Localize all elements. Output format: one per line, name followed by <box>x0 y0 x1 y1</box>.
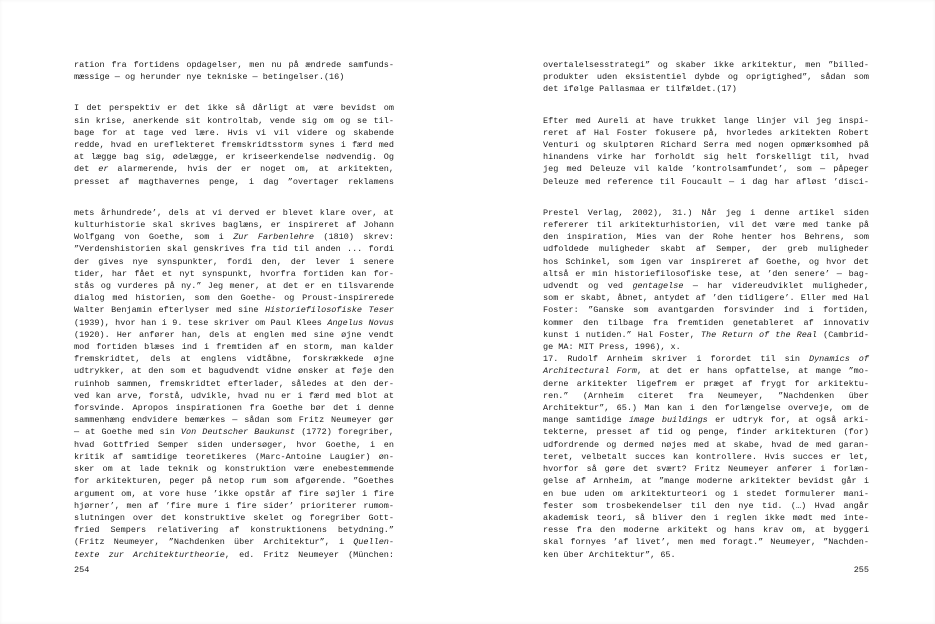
paragraph <box>543 207 869 561</box>
page-number-left: 254 <box>74 565 90 575</box>
text-line: tider, har fået et nyt synspunkt, hvorfra fortiden kan for- <box>74 268 394 279</box>
text-line: slutningen over det konstruktive skelet og foregriber Gott- <box>74 512 394 523</box>
text-line: presset af magthavernes penge, i dag ”overtager reklamens <box>74 176 394 187</box>
text-line: tekterne, presset af tid og penge, finder arkitekturen (for) <box>543 427 869 438</box>
italic-text: er <box>98 164 109 175</box>
text-line: hos Schinkel, som igen var inspireret af Goethe, og hvor det <box>543 256 869 267</box>
text-line: som er skabt, åbnet, antydet af ’den tidligere’. Eller med Hal <box>543 293 869 304</box>
text-line: argument om, at vore huse ’ikke opstår af fire søjler i fire <box>74 488 394 499</box>
page-number-right: 255 <box>853 565 869 575</box>
page-left-text-column <box>74 59 394 561</box>
text-line: ved kan arve, forstå, udvikle, hvad nu er i færd med blot at <box>74 390 394 401</box>
italic-text: Angelus Novus <box>327 317 394 328</box>
paragraph <box>543 59 869 96</box>
page-right-text-column <box>543 59 869 561</box>
text-line: I det perspektiv er det ikke så dårligt at være bevidst om <box>74 103 394 114</box>
text-line: mæssige — og herunder nye tekniske — betingelser.(16) <box>74 72 345 83</box>
paragraph <box>74 102 394 187</box>
text-line: mange samtidige image buildings er udtryk for, at også arki- <box>543 415 869 426</box>
text-line: gelse af Arnheim, at ”mange moderne arkitekter bevidst går i <box>543 476 869 487</box>
text-line: hvad Gottfried Semper siden undersøger, hvor Goethe, i en <box>74 439 394 450</box>
text-line: kulturhistorie skal skrives baglæns, er inspireret af Johann <box>74 220 394 231</box>
text-line: altså er min historiefilosofiske tese, at ’den senere’ — bag- <box>543 268 869 279</box>
text-line: jeg med Deleuze vil kalde ’kontrolsamfundet’, som — påpeger <box>543 164 869 175</box>
text-line: en bue uden om arkitekturteori og i stedet formulerer mani- <box>543 488 869 499</box>
text-line: fester som trosbekendelser til den nye tid. (…) Hvad angår <box>543 500 869 511</box>
text-line: texte zur Architekturtheorie, ed. Fritz Neumeyer (München: <box>74 549 394 560</box>
text-line: kritik af samtidige teoretikeres (Marc-Antoine Laugier) øn- <box>74 451 394 462</box>
text-line: sammenhæng endvidere bemærkes — sådan som Fritz Neumeyer gør <box>74 415 394 426</box>
italic-text: texte zur Architekturtheorie <box>74 549 225 560</box>
text-line: kunst i nutiden.” Hal Foster, The Return of the Real (Cambrid- <box>543 329 870 340</box>
text-line: Wolfgang von Goethe, som i Zur Farbenlehre (1810) skrev: <box>74 232 394 243</box>
text-line: Efter med Aureli at have trukket lange linjer vil jeg inspi- <box>543 115 869 126</box>
text-line: (Fritz Neumeyer, ”Nachdenken über Architektur”, i Quellen- <box>74 537 394 548</box>
text-line: mets århundrede’, dels at vi derved er blevet klare over, at <box>74 207 394 218</box>
italic-text: The Return of the Real <box>700 329 818 340</box>
text-line: ken über Architektur”, 65. <box>543 549 676 560</box>
text-line: akademisk teori, så bliver den i reglen ikke mødt med inte- <box>543 512 869 523</box>
text-line: kommer den tilbage fra fremtiden genetableret af innovativ <box>543 317 869 328</box>
text-line: det ifølge Pallasmaa er tilfældet.(17) <box>543 84 737 95</box>
text-line: Deleuze med reference til Foucault — i dag har afløst ’disci- <box>543 176 869 187</box>
text-line: Architektur”, 65.) Man kan i den forlængelse overveje, om de <box>543 403 869 414</box>
text-line: sker om at lade teknik og konstruktion være enebestemmende <box>74 464 394 475</box>
text-line: den inspiration, Mies van der Rohe henter hos Behrens, som <box>543 232 869 243</box>
text-line: sin krise, anerkende sit kontroltab, vende sig om og se til- <box>74 115 394 126</box>
text-line: reret af Hal Foster fokusere på, hvorledes arkitekten Robert <box>543 127 869 138</box>
text-line: udfoldede muligheder skabt af Semper, der greb muligheder <box>543 244 869 255</box>
paragraph <box>74 207 394 561</box>
text-line: produkter uden eksistentiel dybde og oprigtighed”, sådan som <box>543 72 869 83</box>
text-line: ration fra fortidens opdagelser, men nu på ændrede samfunds- <box>74 60 394 70</box>
text-line: det er alarmerende, hvis der er noget om, at arkitekten, <box>74 164 395 175</box>
text-line: (1920). Her anfører han, dels at englen med sine øjne vendt <box>74 329 394 340</box>
text-line: udvendt og ved gentagelse — har videreudviklet muligheder, <box>543 281 870 292</box>
text-line: hinandens virke har forholdt sig helt forskelligt til, hvad <box>543 152 869 163</box>
text-line: resse fra den moderne arkitekt og hans krav om, at byggeri <box>543 525 869 536</box>
text-line: refererer til arkitekturhistorien, vil det være med tanke på <box>543 220 869 231</box>
italic-text: Zur Farbenlehre <box>233 232 314 243</box>
paragraph <box>74 59 394 83</box>
paragraph <box>543 115 869 188</box>
text-line: udfordrende og dermed nøjes med at skabe, hvad de med garan- <box>543 439 869 450</box>
text-line: Walter Benjamin efterlyser med sine Historiefilosofiske Teser <box>74 305 394 316</box>
text-line: bage for at tage ved lære. Hvis vi vil videre og skabende <box>74 127 394 138</box>
text-line: at lægge bag sig, ødelægge, er kriseerkendelse nødvendig. Og <box>74 152 394 163</box>
text-line: skal fornyes ’af livet’, men med foragt.” Neumeyer, ”Nachden- <box>543 537 869 548</box>
text-line: der gives nye synspunkter, fordi den, der lever i senere <box>74 256 394 267</box>
text-line: for arkitekturen, peger på netop rum som afgørende. ”Goethes <box>74 476 394 487</box>
text-line: stås og vurderes på ny.” Jeg mener, at det er en tilsvarende <box>74 281 394 292</box>
text-line: Prestel Verlag, 2002), 31.) Når jeg i denne artikel siden <box>543 207 869 218</box>
text-line: Architectural Form, at det er hans opfattelse, at mange ”mo- <box>543 366 869 377</box>
text-line: ge MA: MIT Press, 1996), x. <box>543 342 681 353</box>
text-line: overtalelsesstrategi” og skaber ikke arkitektur, men ”billed- <box>543 60 869 70</box>
text-line: dialog med historien, som den Goethe- og Proust-inspirerede <box>74 293 394 304</box>
text-line: ruinhob sammen, fremskridtet efterlader, således at den der- <box>74 378 394 389</box>
text-line: forsvinde. Apropos inspirationen fra Goethe bør det i denne <box>74 403 394 414</box>
italic-text: Von Deutscher Baukunst <box>180 427 296 438</box>
text-line: hjørner’, men af ’fire mure i fire sider’ prioriterer rumom- <box>74 500 394 511</box>
text-line: hvorfor så gøre det svært? Fritz Neumeyer anfører i forlæn- <box>543 464 869 475</box>
text-line: (1939), hvor han i 9. tese skriver om Paul Klees Angelus Novus <box>74 317 394 328</box>
italic-text: Quellen- <box>353 537 394 548</box>
text-line: teret, velbetalt succes kan kontrollere. Hvis succes er let, <box>543 451 869 462</box>
italic-text: Dynamics of <box>808 354 870 365</box>
text-line: ren.” (Arnheim citeret fra Neumeyer, ”Nachdenken über <box>543 390 869 401</box>
text-line: mod fortiden blæses ind i fremtiden af en storm, man kalder <box>74 342 394 353</box>
italic-text: image buildings <box>629 415 708 426</box>
text-line: fried Sempers relativering af konstruktionens betydning.” <box>74 525 394 536</box>
italic-text: Historiefilosofiske Teser <box>265 305 394 316</box>
text-line: Foster: ”Ganske som avantgarden forsvinder ind i fortiden, <box>543 305 869 316</box>
text-line: udtrykker, at den som et bagudvendt vidne ønsker at føje den <box>74 366 394 377</box>
italic-text: gentagelse <box>632 281 684 292</box>
text-line: derne arkitekter ligefrem er præget af frygt for arkitektu- <box>543 378 869 389</box>
text-line: fremskridtet, dels at englens vidtåbne, forskrækkede øjne <box>74 354 394 365</box>
text-line: redde, hvad en ureflekteret fremskridtsstorm synes i færd med <box>74 140 394 151</box>
text-line: ”Verdenshistorien skal genskrives fra tid til anden ... fordi <box>74 244 394 255</box>
italic-text: Architectural Form <box>543 366 638 377</box>
text-line: — at Goethe med sin Von Deutscher Baukunst (1772) foregriber, <box>74 427 394 438</box>
text-line: 17. Rudolf Arnheim skriver i forordet til sin Dynamics of <box>543 354 870 365</box>
text-line: Venturi og skulptøren Richard Serra med nogen opmærksomhed på <box>543 140 869 151</box>
